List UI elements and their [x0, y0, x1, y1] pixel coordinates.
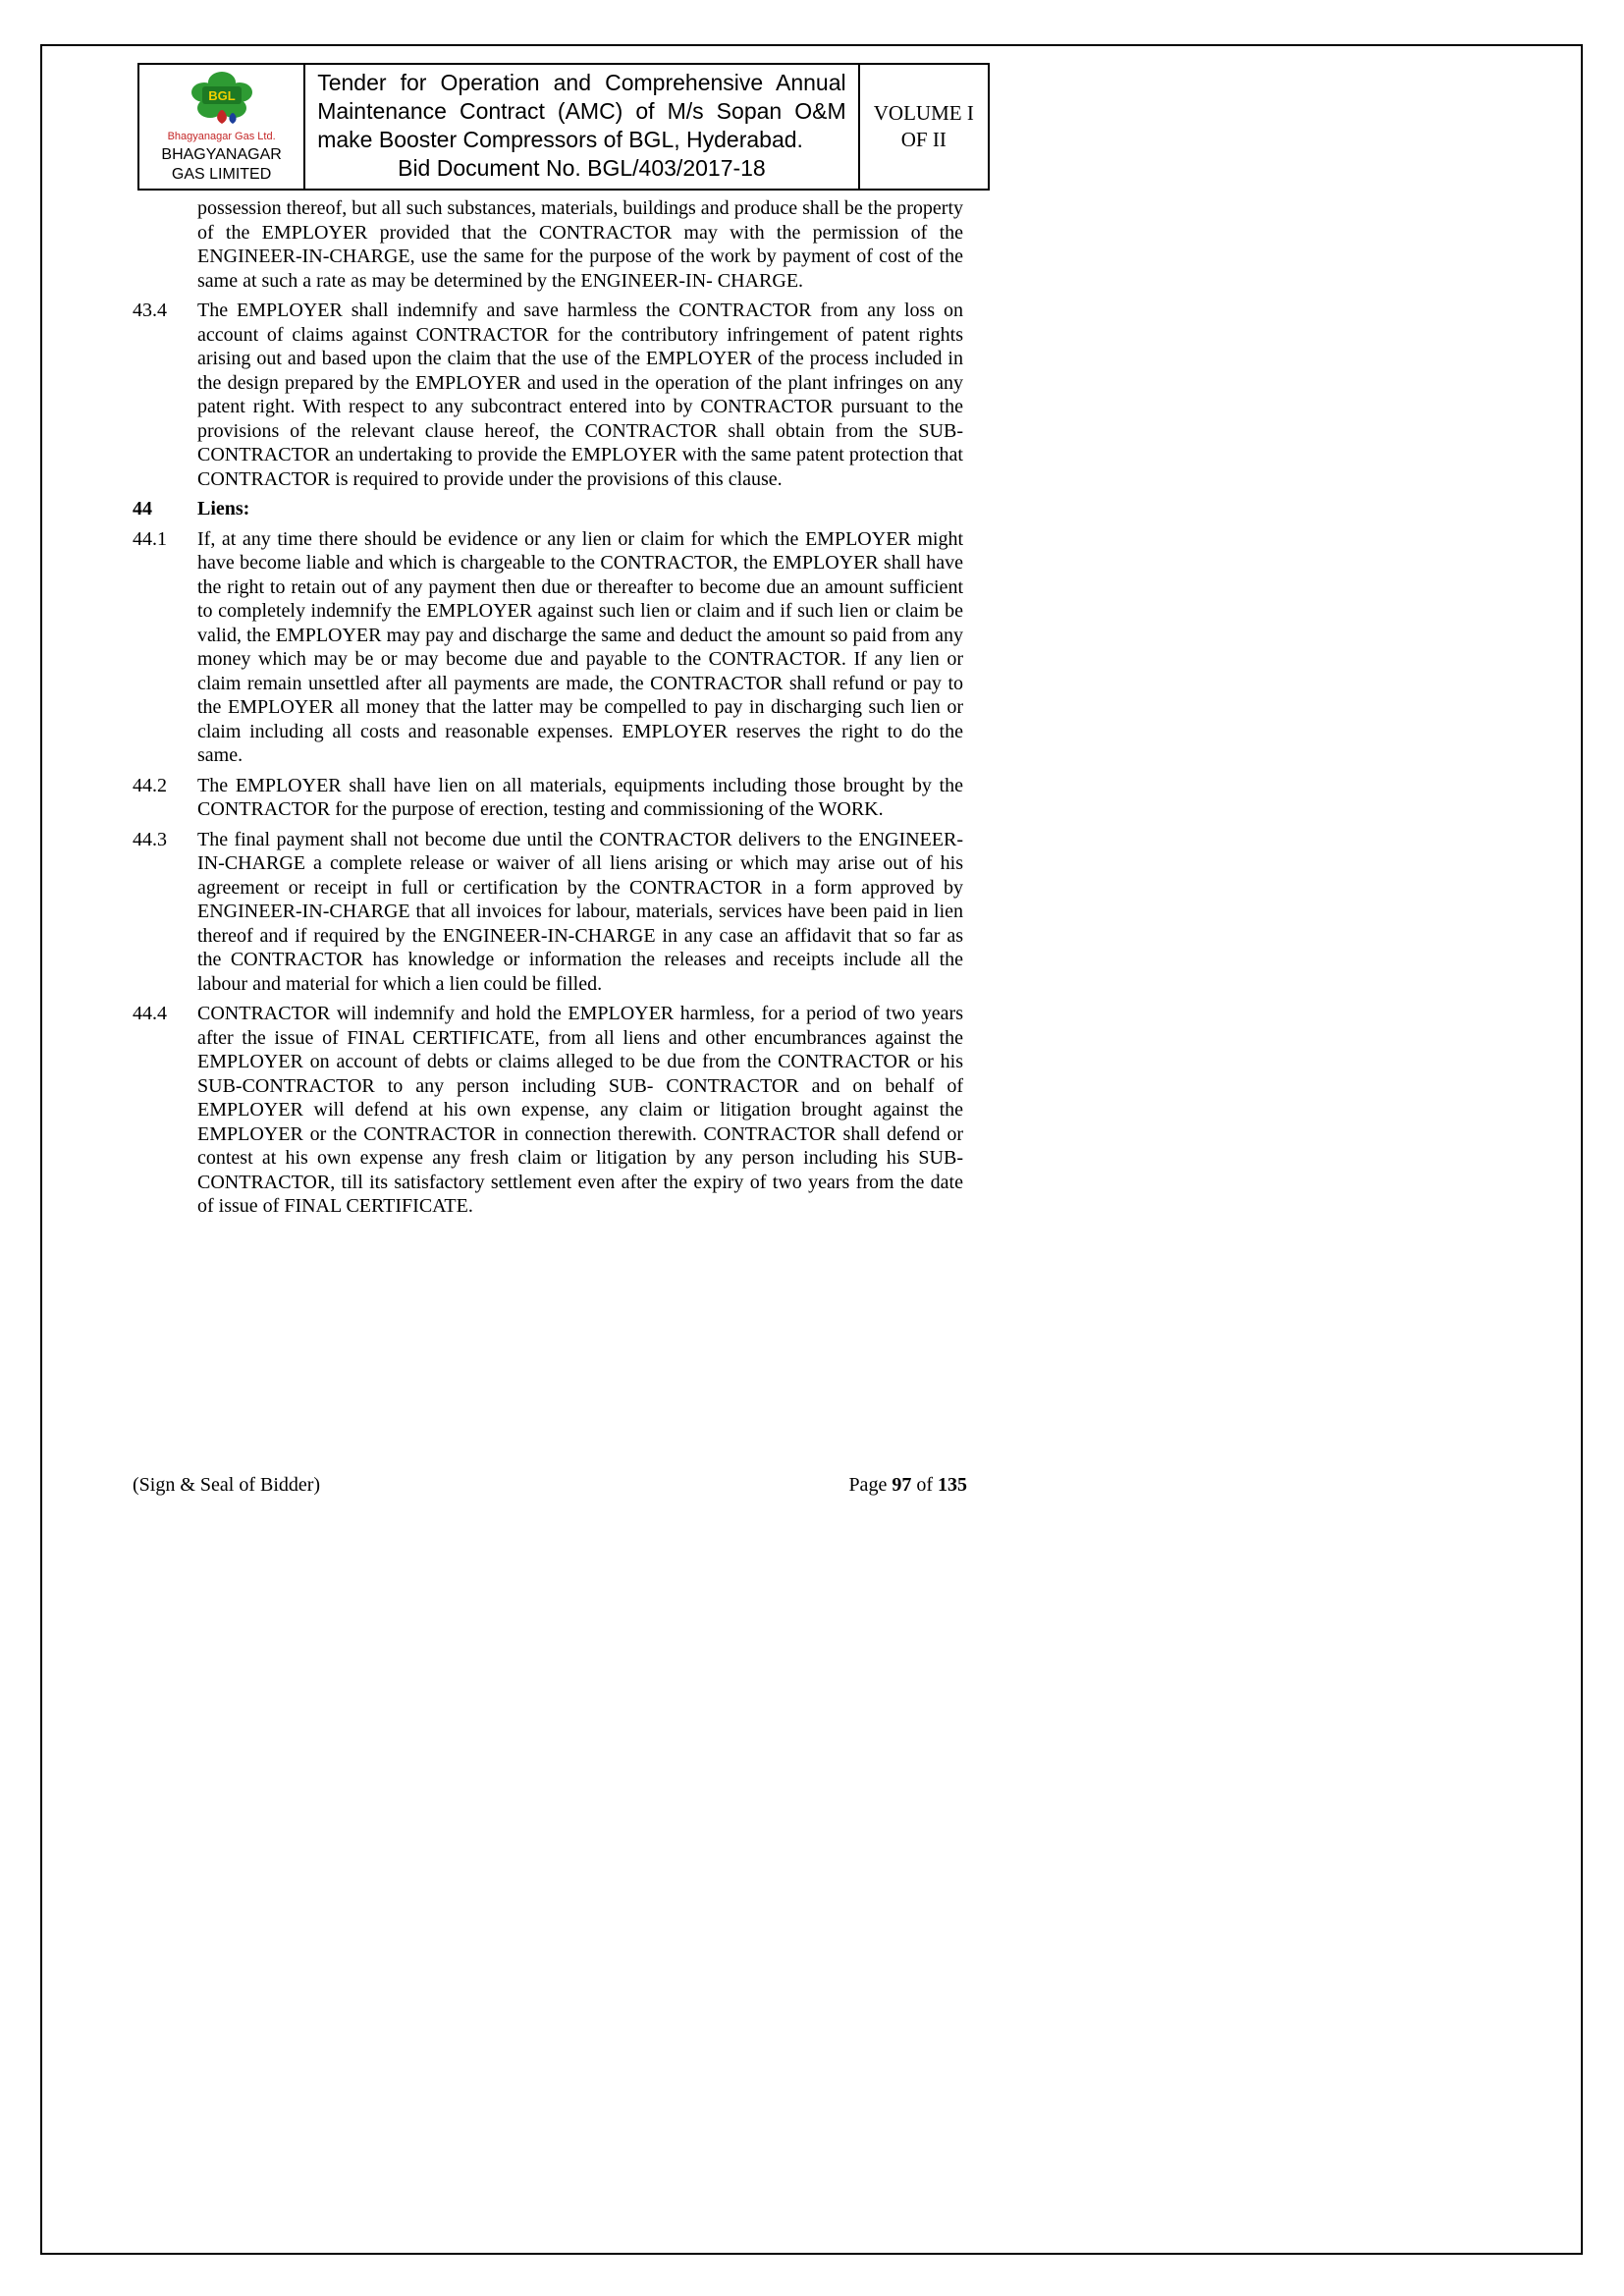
volume-line1: VOLUME I	[873, 101, 974, 125]
company-name: BHAGYANAGAR GAS LIMITED	[161, 146, 282, 183]
document-footer	[133, 1473, 967, 1498]
page-number: 97	[892, 1474, 912, 1496]
clause-continuation	[133, 196, 963, 293]
clause-number: 44.1	[133, 527, 167, 550]
bgl-logo-icon	[175, 69, 269, 130]
clause-text: possession thereof, but all such substances, materials, buildings and produce shall be the property of the EMPLOYER provided that the CONTRACTOR may with the permission of the ENGINEER-IN-CHARGE, use the same for the purpose of the work by payment of cost of the same at such a rate as may be determined by the ENGINEER-IN- CHARGE.	[197, 197, 963, 292]
clause-44-heading	[133, 497, 963, 521]
clause-number	[133, 196, 197, 293]
clause-43-4	[133, 299, 963, 491]
clause-44-3	[133, 828, 963, 997]
logo-cell	[139, 65, 305, 189]
clause-text: Liens:	[197, 498, 250, 519]
clause-44-4	[133, 1002, 963, 1219]
clause-number: 44	[133, 498, 152, 519]
document-title: Tender for Operation and Comprehensive Annual Maintenance Contract (AMC) of M/s Sopan O&M make Booster Compressors of BGL, Hyderabad.	[317, 70, 846, 152]
logo-subtext: Bhagyanagar Gas Ltd.	[167, 131, 276, 142]
clause-number: 44.3	[133, 828, 167, 850]
clause-text: The EMPLOYER shall have lien on all materials, equipments including those brought by the CONTRACTOR for the purpose of erection, testing and commissioning of the WORK.	[197, 774, 963, 820]
clause-text: The EMPLOYER shall indemnify and save harmless the CONTRACTOR from any loss on account of claims against CONTRACTOR for the contributory infringement of patent rights arising out and based upon the claim that the use of the EMPLOYER of the process included in the design prepared by the EMPLOYER and used in the operation of the plant infringes on any patent right. With respect to any subcontract entered into by CONTRACTOR pursuant to the provisions of the relevant clause hereof, the CONTRACTOR shall obtain from the SUB-CONTRACTOR an undertaking to provide the EMPLOYER with the same patent protection that CONTRACTOR is required to provide under the provisions of this clause.	[197, 300, 963, 490]
clause-number: 43.4	[133, 300, 167, 321]
page-indicator	[848, 1473, 967, 1498]
clause-number: 44.2	[133, 774, 167, 796]
document-body	[133, 196, 963, 1225]
clause-44-2	[133, 774, 963, 822]
sign-seal-note: (Sign & Seal of Bidder)	[133, 1474, 321, 1496]
title-cell	[305, 65, 859, 189]
page-word: Page	[848, 1474, 893, 1496]
clause-number: 44.4	[133, 1003, 167, 1024]
header-table	[137, 63, 990, 191]
clause-text: The final payment shall not become due until the CONTRACTOR delivers to the ENGINEER-IN-CHARGE a complete release or waiver of all liens arising or which may arise out of his agreement or receipt in full or certification by the CONTRACTOR in a form approved by ENGINEER-IN-CHARGE that all invoices for labour, materials, services have been paid in lien thereof and if required by the ENGINEER-IN-CHARGE in any case an affidavit that so far as the CONTRACTOR has knowledge or information the releases and receipts include all the labour and material for which a lien could be filled.	[197, 828, 963, 995]
clause-text: CONTRACTOR will indemnify and hold the EMPLOYER harmless, for a period of two years after the issue of FINAL CERTIFICATE, from all liens and other encumbrances against the EMPLOYER on account of debts or claims alleged to be due from the CONTRACTOR or his SUB-CONTRACTOR to any person including SUB- CONTRACTOR and on behalf of EMPLOYER will defend at his own expense, any claim or litigation brought against the EMPLOYER or the CONTRACTOR in connection therewith. CONTRACTOR shall defend or contest at his own expense any fresh claim or litigation by any person including his SUB-CONTRACTOR, till its satisfactory settlement even after the expiry of two years from the date of issue of FINAL CERTIFICATE.	[197, 1003, 963, 1217]
logo-abbr-text: BGL	[207, 88, 236, 103]
clause-44-1	[133, 527, 963, 768]
total-pages: 135	[938, 1474, 967, 1496]
clause-text: If, at any time there should be evidence or any lien or claim for which the EMPLOYER might have become liable and which is chargeable to the CONTRACTOR, the EMPLOYER shall have the right to retain out of any payment then due or thereafter to become due an amount sufficient to completely indemnify the EMPLOYER against such lien or claim and if such lien or claim be valid, the EMPLOYER may pay and discharge the same and deduct the amount so paid from any money which may be or may become due and payable to the CONTRACTOR. If any lien or claim remain unsettled after all payments are made, the CONTRACTOR shall refund or pay to the EMPLOYER all money that the latter may be compelled to pay in discharging such lien or claim including all costs and reasonable expenses. EMPLOYER reserves the right to do the same.	[197, 527, 963, 766]
volume-cell	[860, 65, 988, 189]
of-word: of	[911, 1474, 938, 1496]
bid-document-number: Bid Document No. BGL/403/2017-18	[398, 155, 766, 181]
volume-line2: OF II	[900, 128, 947, 151]
